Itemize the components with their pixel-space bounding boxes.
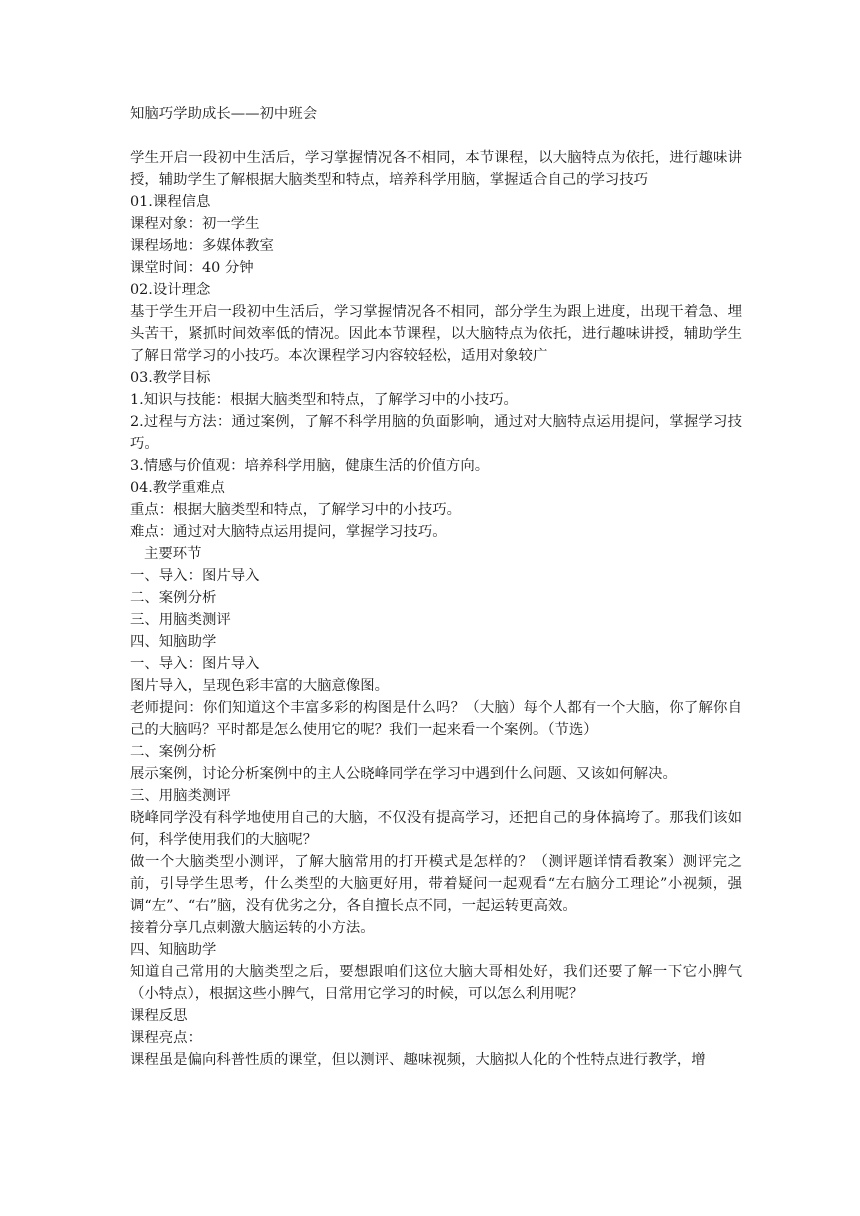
highlights-heading: 课程亮点：: [130, 1030, 202, 1046]
section2-heading: 二、案例分析: [130, 744, 217, 760]
section1-heading: 一、导入：图片导入: [130, 656, 260, 672]
course-duration: 课堂时间：40 分钟: [130, 260, 254, 276]
goal-item: 2.过程与方法：通过案例，了解不科学用脑的负面影响，通过对大脑特点运用提问，掌握学习技巧。: [130, 414, 742, 452]
goal-item: 1.知识与技能：根据大脑类型和特点，了解学习中的小技巧。: [130, 392, 518, 408]
document-title: 知脑巧学助成长——初中班会: [130, 106, 318, 122]
highlights-paragraph: 课程虽是偏向科普性质的课堂，但以测评、趣味视频，大脑拟人化的个性特点进行教学，增: [130, 1052, 706, 1068]
section3-paragraph: 做一个大脑类型小测评，了解大脑常用的打开模式是怎样的？（测评题详情看教案）测评完之前，引导学生思考，什么类型的大脑更好用，带着疑问一起观看“左右脑分工理论”小视频，强调“左”、“右”脑，没有优劣之分，各自擅长点不同，一起运转更高效。: [130, 854, 742, 914]
section1-paragraph: 图片导入，呈现色彩丰富的大脑意像图。: [130, 678, 390, 694]
main-steps-heading: 主要环节: [144, 546, 202, 562]
main-step-item: 四、知脑助学: [130, 634, 217, 650]
section4-heading: 四、知脑助学: [130, 942, 217, 958]
section3-heading: 三、用脑类测评: [130, 788, 231, 804]
course-venue: 课程场地：多媒体教室: [130, 238, 274, 254]
course-info-heading: 01.课程信息: [130, 194, 211, 210]
section2-paragraph: 展示案例，讨论分析案例中的主人公晓峰同学在学习中遇到什么问题、又该如何解决。: [130, 766, 677, 782]
main-step-item: 二、案例分析: [130, 590, 217, 606]
design-heading: 02.设计理念: [130, 282, 211, 298]
design-paragraph: 基于学生开启一段初中生活后，学习掌握情况各不相同，部分学生为跟上进度，出现干着急、埋头苦干，紧抓时间效率低的情况。因此本节课程，以大脑特点为依托，进行趣味讲授，辅助学生了解日常学习的小技巧。本次课程学习内容较轻松，适用对象较广: [130, 304, 742, 364]
reflection-heading: 课程反思: [130, 1008, 188, 1024]
goal-item: 3.情感与价值观：培养科学用脑，健康生活的价值方向。: [130, 458, 490, 474]
key-points-heading: 04.教学重难点: [130, 480, 225, 496]
course-audience: 课程对象：初一学生: [130, 216, 260, 232]
section3-paragraph: 接着分享几点刺激大脑运转的小方法。: [130, 920, 375, 936]
section1-paragraph: 老师提问：你们知道这个丰富多彩的构图是什么吗？（大脑）每个人都有一个大脑，你了解你自己的大脑吗？平时都是怎么使用它的呢？我们一起来看一个案例。（节选）: [130, 700, 742, 738]
main-step-item: 三、用脑类测评: [130, 612, 231, 628]
document-page: [130, 103, 742, 1071]
main-step-item: 一、导入：图片导入: [130, 568, 260, 584]
section4-paragraph: 知道自己常用的大脑类型之后，要想跟咱们这位大脑大哥相处好，我们还要了解一下它小脾气（小特点），根据这些小脾气，日常用它学习的时候，可以怎么利用呢？: [130, 964, 742, 1002]
section3-paragraph: 晓峰同学没有科学地使用自己的大脑，不仅没有提高学习，还把自己的身体搞垮了。那我们该如何，科学使用我们的大脑呢？: [130, 810, 742, 848]
intro-paragraph: 学生开启一段初中生活后，学习掌握情况各不相同，本节课程，以大脑特点为依托，进行趣味讲授，辅助学生了解根据大脑类型和特点，培养科学用脑，掌握适合自己的学习技巧: [130, 150, 742, 188]
goals-heading: 03.教学目标: [130, 370, 211, 386]
key-point-focus: 重点：根据大脑类型和特点，了解学习中的小技巧。: [130, 502, 461, 518]
key-point-difficulty: 难点：通过对大脑特点运用提问，掌握学习技巧。: [130, 524, 447, 540]
